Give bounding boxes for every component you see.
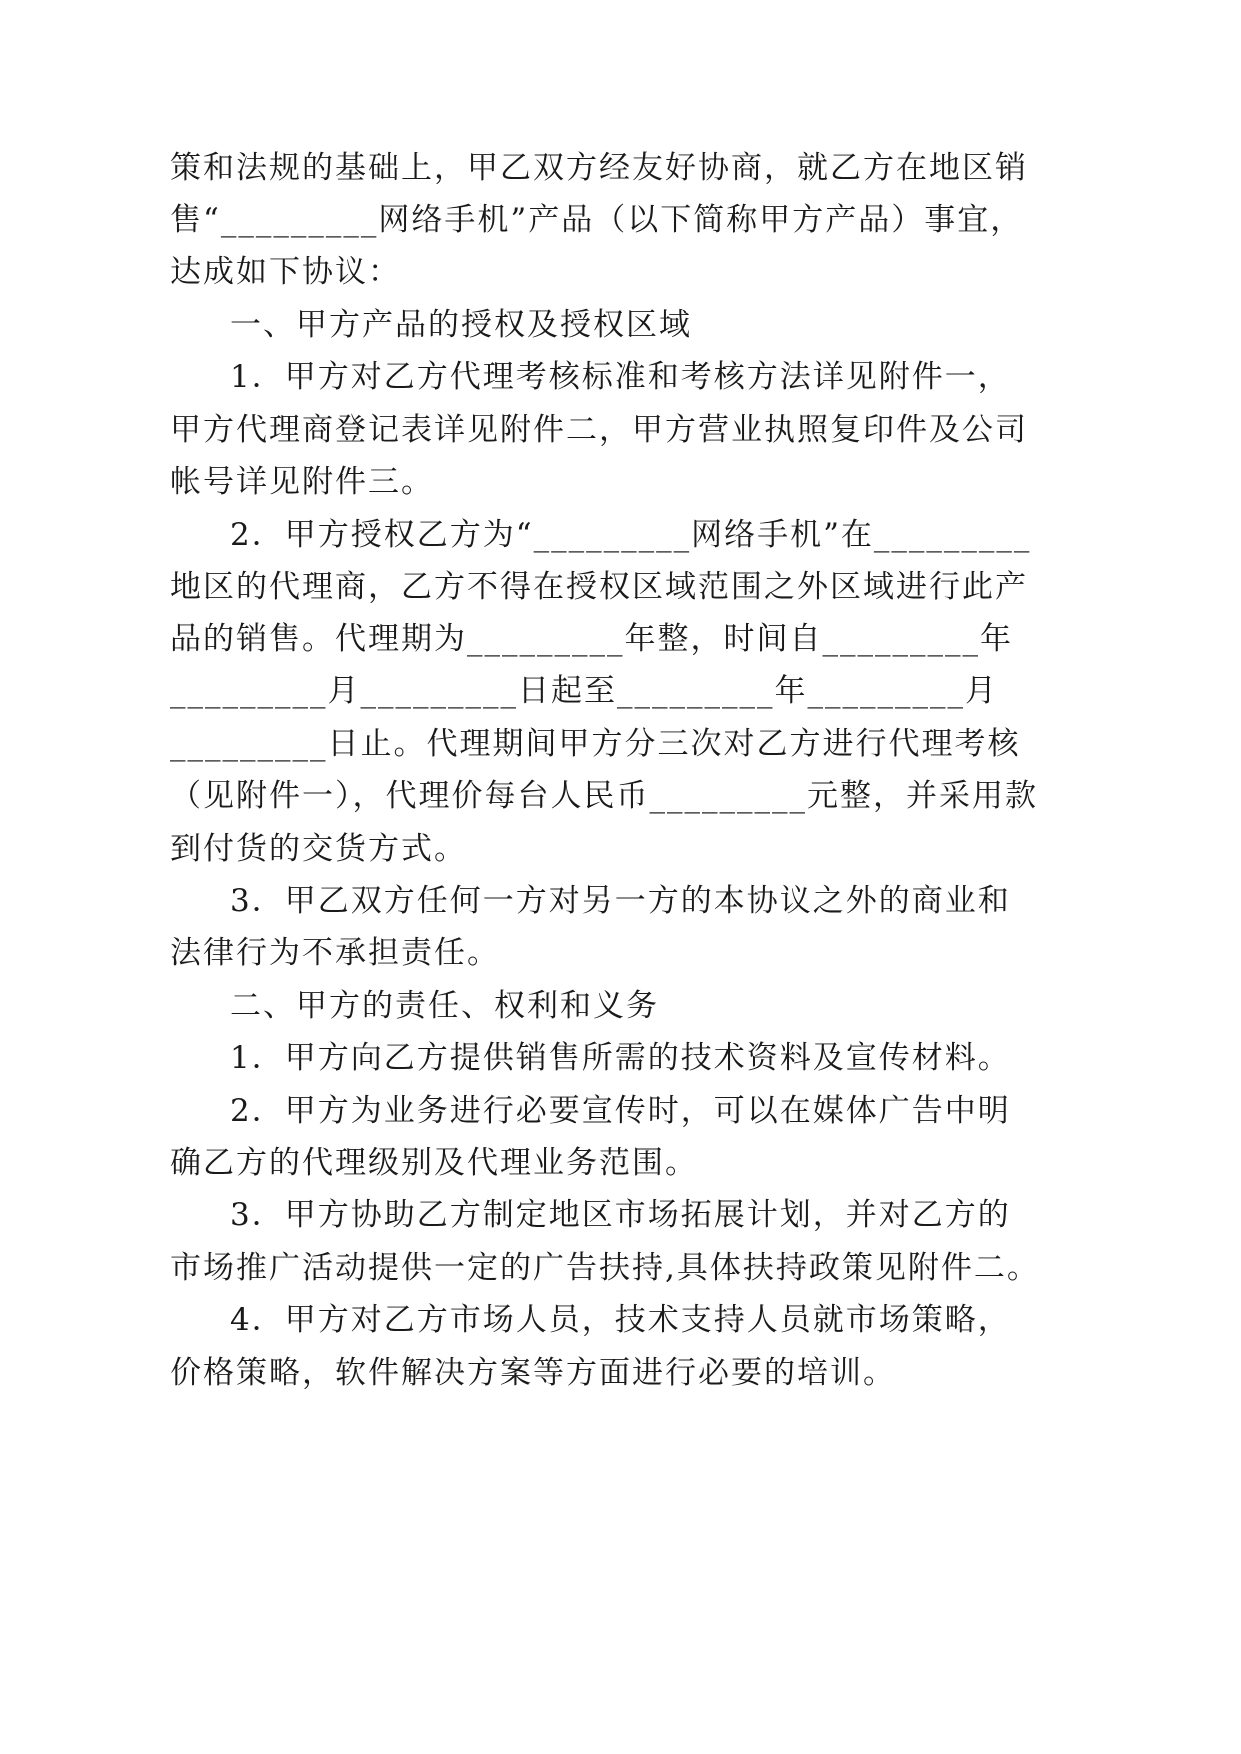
text-line: 1．甲方向乙方提供销售所需的技术资料及宣传材料。 [230, 1040, 1011, 1076]
text-line: 3．甲乙双方任何一方对另一方的本协议之外的商业和 [230, 883, 1011, 919]
text-line: 价格策略，软件解决方案等方面进行必要的培训。 [170, 1355, 896, 1391]
section-heading: 一、甲方产品的授权及授权区域 [230, 307, 692, 343]
text-line: 4．甲方对乙方市场人员，技术支持人员就市场策略， [230, 1302, 1011, 1338]
text-line: 品的销售。代理期为_________年整，时间自_________年 [170, 621, 1013, 657]
text-line: _________日止。代理期间甲方分三次对乙方进行代理考核 [170, 726, 1021, 762]
text-line: 地区的代理商，乙方不得在授权区域范围之外区域进行此产 [170, 569, 1028, 605]
text-line: _________月_________日起至_________年_________月 [170, 673, 998, 709]
text-line: 2．甲方授权乙方为“_________网络手机”在_________ [230, 517, 1032, 553]
text-line: 确乙方的代理级别及代理业务范围。 [170, 1145, 698, 1181]
text-line: 法律行为不承担责任。 [170, 935, 500, 971]
text-line: 市场推广活动提供一定的广告扶持,具体扶持政策见附件二。 [170, 1250, 1040, 1286]
text-line: 3．甲方协助乙方制定地区市场拓展计划，并对乙方的 [230, 1197, 1011, 1233]
text-line: 到付货的交货方式。 [170, 831, 467, 867]
text-line: 2．甲方为业务进行必要宣传时，可以在媒体广告中明 [230, 1093, 1011, 1129]
text-line: 甲方代理商登记表详见附件二，甲方营业执照复印件及公司 [170, 412, 1028, 448]
text-line: 售“_________网络手机”产品（以下简称甲方产品）事宜， [170, 202, 1024, 238]
text-line: 策和法规的基础上，甲乙双方经友好协商，就乙方在地区销 [170, 150, 1028, 186]
text-line: （见附件一），代理价每台人民币_________元整，并采用款 [170, 778, 1038, 814]
text-line: 达成如下协议： [170, 254, 401, 290]
text-line: 帐号详见附件三。 [170, 464, 434, 500]
section-heading: 二、甲方的责任、权利和义务 [230, 988, 659, 1024]
text-line: 1．甲方对乙方代理考核标准和考核方法详见附件一， [230, 359, 1011, 395]
